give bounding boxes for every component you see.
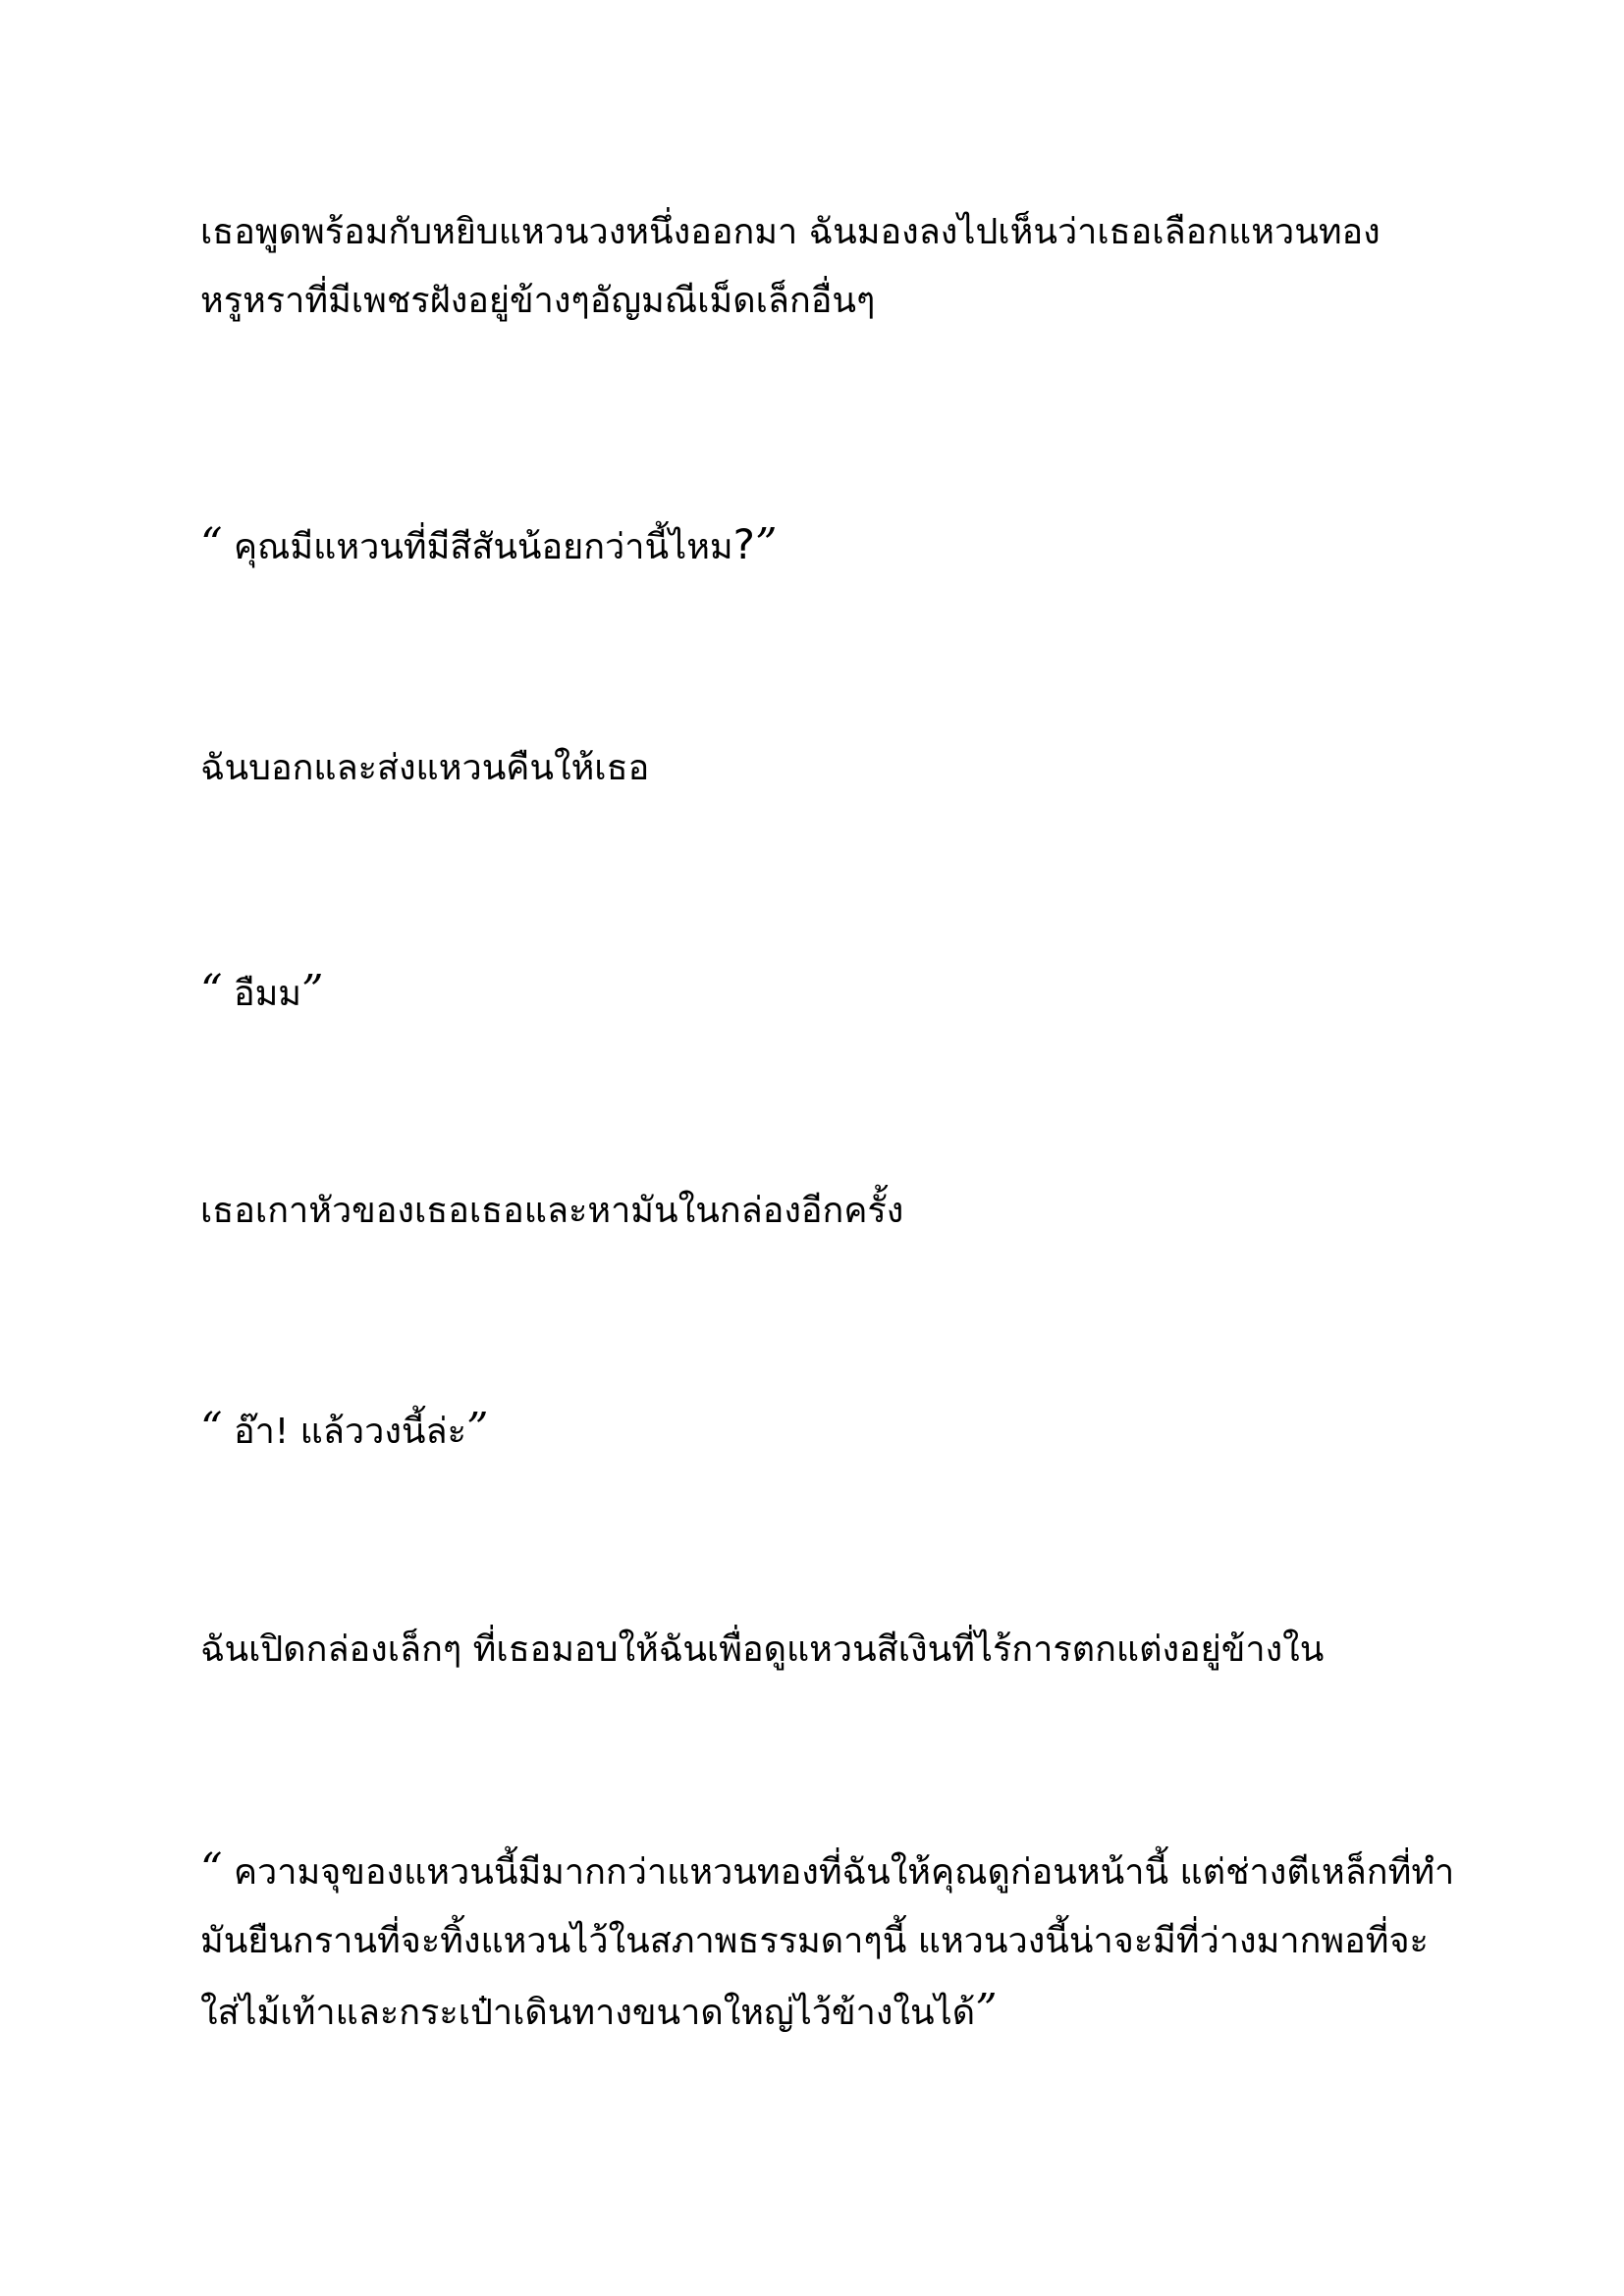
dialogue-paragraph xyxy=(200,510,1447,582)
open-quote: “ xyxy=(200,966,223,1016)
dialogue-text: อ๊า! แล้ววงนี้ล่ะ xyxy=(222,1412,466,1452)
text-line xyxy=(200,510,1447,582)
text-line: เธอพูดพร้อมกับหยิบแหวนวงหนึ่งออกมา ฉันมองลงไปเห็นว่าเธอเลือกแหวนทอง xyxy=(200,212,1380,252)
close-quote: ” xyxy=(754,519,778,569)
dialogue-text: ความจุของแหวนนี้มีมากกว่าแหวนทองที่ฉันให้คุณดูก่อนหน้านี้ แต่ช่างตีเหล็กที่ทำ xyxy=(222,1852,1455,1893)
text-line: ฉันเปิดกล่องเล็กๆ ที่เธอมอบให้ฉันเพื่อดูแหวนสีเงินที่ไร้การตกแต่งอยู่ข้างใน xyxy=(200,1629,1325,1670)
dialogue-paragraph xyxy=(200,1395,1447,1467)
text-line: หรูหราที่มีเพชรฝังอยู่ข้างๆอัญมณีเม็ดเล็กอื่นๆ xyxy=(200,281,876,321)
dialogue-paragraph xyxy=(200,957,1447,1029)
narration-paragraph xyxy=(200,1177,1447,1246)
open-quote: “ xyxy=(200,1844,223,1895)
text-line: มันยืนกรานที่จะทิ้งแหวนไว้ในสภาพธรรมดาๆนี้ แหวนวงนี้น่าจะมีที่ว่างมากพอที่จะ xyxy=(200,1921,1429,1961)
dialogue-text: อืมม xyxy=(222,974,302,1014)
narration-paragraph xyxy=(200,734,1447,803)
open-quote: “ xyxy=(200,1404,223,1454)
text-line xyxy=(200,957,1447,1029)
dialogue-paragraph xyxy=(200,1836,1455,2048)
open-quote: “ xyxy=(200,519,223,569)
text-line xyxy=(200,1836,1455,1907)
text-line: ฉันบอกและส่งแหวนคืนให้เธอ xyxy=(200,748,650,788)
close-quote: ” xyxy=(465,1404,489,1454)
close-quote: ” xyxy=(975,1985,998,2035)
close-quote: ” xyxy=(301,966,324,1016)
narration-paragraph xyxy=(200,1616,1447,1684)
dialogue-text: คุณมีแหวนที่มีสีสันน้อยกว่านี้ไหม xyxy=(222,527,733,567)
text-line xyxy=(200,1976,1447,2048)
dialogue-text: ใส่ไม้เท้าและกระเป๋าเดินทางขนาดใหญ่ไว้ข้างในได้ xyxy=(200,1993,976,2033)
narration-paragraph xyxy=(200,198,1447,336)
text-line xyxy=(200,1395,1447,1467)
question-mark: ? xyxy=(732,520,755,568)
text-line: เธอเกาหัวของเธอเธอและหามันในกล่องอีกครั้ง xyxy=(200,1191,904,1231)
